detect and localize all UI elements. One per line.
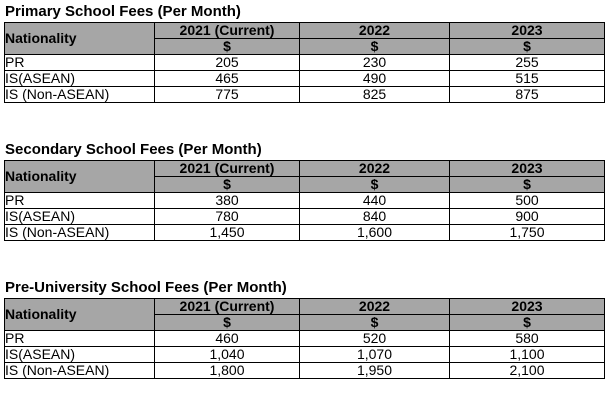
table-row: [5, 87, 605, 103]
fees-table: [4, 298, 605, 379]
fee-cell: 460: [155, 331, 300, 347]
currency-header: $: [300, 39, 450, 55]
year-header: 2023: [450, 23, 605, 39]
nationality-cell: IS(ASEAN): [5, 209, 155, 225]
table-row: [5, 55, 605, 71]
year-header: 2022: [300, 161, 450, 177]
header-row: [5, 23, 605, 39]
fee-cell: 900: [450, 209, 605, 225]
fee-cell: 1,800: [155, 363, 300, 379]
fee-cell: 465: [155, 71, 300, 87]
nationality-header: Nationality: [5, 161, 155, 193]
year-header: 2022: [300, 23, 450, 39]
table-row: [5, 363, 605, 379]
table-row: [5, 347, 605, 363]
section-title: Secondary School Fees (Per Month): [5, 141, 262, 158]
year-header: 2023: [450, 161, 605, 177]
nationality-cell: IS (Non-ASEAN): [5, 87, 155, 103]
currency-header: $: [450, 315, 605, 331]
section-title: Pre-University School Fees (Per Month): [5, 279, 287, 296]
fee-cell: 440: [300, 193, 450, 209]
fee-cell: 1,450: [155, 225, 300, 241]
fees-table: [4, 160, 605, 241]
fee-cell: 380: [155, 193, 300, 209]
table-row: [5, 193, 605, 209]
fee-cell: 205: [155, 55, 300, 71]
year-header: 2023: [450, 299, 605, 315]
table-row: [5, 209, 605, 225]
nationality-cell: IS(ASEAN): [5, 71, 155, 87]
currency-header: $: [155, 39, 300, 55]
fee-cell: 230: [300, 55, 450, 71]
fees-table: [4, 22, 605, 103]
nationality-cell: PR: [5, 55, 155, 71]
fee-cell: 515: [450, 71, 605, 87]
currency-header: $: [300, 177, 450, 193]
pre-university-fees-section: [4, 279, 604, 379]
fee-cell: 780: [155, 209, 300, 225]
secondary-fees-section: [4, 141, 604, 241]
year-header: 2022: [300, 299, 450, 315]
table-row: [5, 225, 605, 241]
nationality-header: Nationality: [5, 23, 155, 55]
fee-cell: 1,600: [300, 225, 450, 241]
fee-cell: 255: [450, 55, 605, 71]
table-row: [5, 71, 605, 87]
section-title: Primary School Fees (Per Month): [5, 3, 241, 20]
header-row: [5, 161, 605, 177]
nationality-cell: IS (Non-ASEAN): [5, 225, 155, 241]
fee-cell: 1,040: [155, 347, 300, 363]
fee-cell: 520: [300, 331, 450, 347]
fee-cell: 1,950: [300, 363, 450, 379]
table-row: [5, 331, 605, 347]
fee-cell: 580: [450, 331, 605, 347]
fee-cell: 775: [155, 87, 300, 103]
fee-cell: 875: [450, 87, 605, 103]
year-header: 2021 (Current): [155, 23, 300, 39]
currency-header: $: [155, 177, 300, 193]
year-header: 2021 (Current): [155, 161, 300, 177]
currency-header: $: [300, 315, 450, 331]
fee-cell: 490: [300, 71, 450, 87]
year-header: 2021 (Current): [155, 299, 300, 315]
fee-cell: 825: [300, 87, 450, 103]
fee-cell: 2,100: [450, 363, 605, 379]
nationality-header: Nationality: [5, 299, 155, 331]
primary-fees-section: [4, 3, 604, 103]
currency-header: $: [450, 39, 605, 55]
nationality-cell: IS (Non-ASEAN): [5, 363, 155, 379]
fee-cell: 1,750: [450, 225, 605, 241]
nationality-cell: PR: [5, 193, 155, 209]
header-row: [5, 299, 605, 315]
fee-cell: 1,070: [300, 347, 450, 363]
currency-header: $: [450, 177, 605, 193]
fee-cell: 840: [300, 209, 450, 225]
nationality-cell: IS(ASEAN): [5, 347, 155, 363]
nationality-cell: PR: [5, 331, 155, 347]
currency-header: $: [155, 315, 300, 331]
fee-cell: 500: [450, 193, 605, 209]
fee-cell: 1,100: [450, 347, 605, 363]
